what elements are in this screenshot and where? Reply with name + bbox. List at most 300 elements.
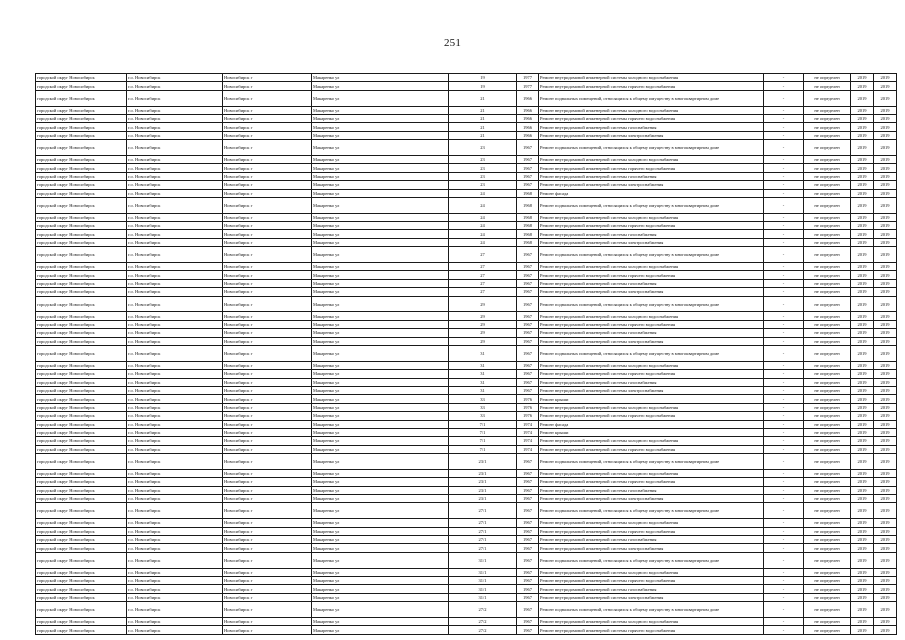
marker-cell: - bbox=[764, 189, 804, 197]
city-cell: Новосибирск г bbox=[223, 568, 312, 576]
district-cell: городской округ Новосибирск bbox=[36, 617, 127, 625]
district-cell: городской округ Новосибирск bbox=[36, 478, 127, 486]
cost-cell: не определен bbox=[804, 445, 851, 453]
table-row bbox=[36, 403, 897, 411]
year-to-cell: 2019 bbox=[874, 495, 897, 503]
marker-cell: - bbox=[764, 469, 804, 477]
year-from-cell: 2019 bbox=[851, 230, 874, 238]
city-cell: Новосибирск г bbox=[223, 576, 312, 584]
table-row bbox=[36, 361, 897, 369]
cost-cell: не определен bbox=[804, 345, 851, 361]
year-to-cell: 2019 bbox=[874, 222, 897, 230]
street-cell: Макаренко ул bbox=[312, 361, 449, 369]
work-type-cell: Ремонт внутридомовой инженерной системы холодного водоснабжения bbox=[539, 617, 764, 625]
city-cell: Новосибирск г bbox=[223, 172, 312, 180]
house-number-cell: 7/1 bbox=[449, 428, 517, 436]
work-type-cell: Ремонт внутридомовой инженерной системы электроснабжения bbox=[539, 238, 764, 246]
street-cell: Макаренко ул bbox=[312, 454, 449, 470]
year-from-cell: 2019 bbox=[851, 131, 874, 139]
cost-cell: не определен bbox=[804, 74, 851, 82]
marker-cell: - bbox=[764, 238, 804, 246]
district-cell: городской округ Новосибирск bbox=[36, 576, 127, 584]
marker-cell: - bbox=[764, 395, 804, 403]
district-cell: городской округ Новосибирск bbox=[36, 140, 127, 156]
marker-cell: - bbox=[764, 213, 804, 221]
table-row bbox=[36, 337, 897, 345]
year-to-cell: 2019 bbox=[874, 370, 897, 378]
marker-cell: - bbox=[764, 568, 804, 576]
build-year-cell: 1967 bbox=[517, 337, 539, 345]
house-number-cell: 31/1 bbox=[449, 552, 517, 568]
cost-cell: не определен bbox=[804, 568, 851, 576]
marker-cell: - bbox=[764, 329, 804, 337]
house-number-cell: 23/1 bbox=[449, 486, 517, 494]
district-cell: городской округ Новосибирск bbox=[36, 378, 127, 386]
build-year-cell: 1967 bbox=[517, 519, 539, 527]
work-type-cell: Ремонт внутридомовой инженерной системы холодного водоснабжения bbox=[539, 519, 764, 527]
settlement-cell: г.о. Новосибирск bbox=[127, 617, 223, 625]
city-cell: Новосибирск г bbox=[223, 602, 312, 618]
city-cell: Новосибирск г bbox=[223, 428, 312, 436]
district-cell: городской округ Новосибирск bbox=[36, 552, 127, 568]
table-row bbox=[36, 131, 897, 139]
year-from-cell: 2019 bbox=[851, 181, 874, 189]
year-from-cell: 2019 bbox=[851, 114, 874, 122]
city-cell: Новосибирск г bbox=[223, 155, 312, 163]
house-number-cell: 31 bbox=[449, 378, 517, 386]
house-number-cell: 27/2 bbox=[449, 602, 517, 618]
city-cell: Новосибирск г bbox=[223, 469, 312, 477]
district-cell: городской округ Новосибирск bbox=[36, 337, 127, 345]
year-from-cell: 2019 bbox=[851, 123, 874, 131]
table-row bbox=[36, 454, 897, 470]
table-row bbox=[36, 437, 897, 445]
street-cell: Макаренко ул bbox=[312, 486, 449, 494]
settlement-cell: г.о. Новосибирск bbox=[127, 420, 223, 428]
build-year-cell: 1976 bbox=[517, 395, 539, 403]
district-cell: городской округ Новосибирск bbox=[36, 288, 127, 296]
street-cell: Макаренко ул bbox=[312, 345, 449, 361]
marker-cell: - bbox=[764, 263, 804, 271]
house-number-cell: 33 bbox=[449, 403, 517, 411]
city-cell: Новосибирск г bbox=[223, 106, 312, 114]
settlement-cell: г.о. Новосибирск bbox=[127, 230, 223, 238]
street-cell: Макаренко ул bbox=[312, 164, 449, 172]
city-cell: Новосибирск г bbox=[223, 238, 312, 246]
settlement-cell: г.о. Новосибирск bbox=[127, 370, 223, 378]
settlement-cell: г.о. Новосибирск bbox=[127, 155, 223, 163]
cost-cell: не определен bbox=[804, 247, 851, 263]
settlement-cell: г.о. Новосибирск bbox=[127, 114, 223, 122]
street-cell: Макаренко ул bbox=[312, 74, 449, 82]
marker-cell: - bbox=[764, 478, 804, 486]
work-type-cell: Ремонт внутридомовой инженерной системы газоснабжения bbox=[539, 329, 764, 337]
year-from-cell: 2019 bbox=[851, 602, 874, 618]
build-year-cell: 1967 bbox=[517, 263, 539, 271]
marker-cell: - bbox=[764, 519, 804, 527]
cost-cell: не определен bbox=[804, 271, 851, 279]
settlement-cell: г.о. Новосибирск bbox=[127, 189, 223, 197]
work-type-cell: Ремонт внутридомовой инженерной системы газоснабжения bbox=[539, 230, 764, 238]
settlement-cell: г.о. Новосибирск bbox=[127, 288, 223, 296]
city-cell: Новосибирск г bbox=[223, 386, 312, 394]
year-from-cell: 2019 bbox=[851, 320, 874, 328]
work-type-cell: Ремонт подвальных помещений, относящихся к общему имуществу в многоквартирном доме bbox=[539, 602, 764, 618]
cost-cell: не определен bbox=[804, 140, 851, 156]
year-to-cell: 2019 bbox=[874, 519, 897, 527]
district-cell: городской округ Новосибирск bbox=[36, 271, 127, 279]
cost-cell: не определен bbox=[804, 495, 851, 503]
year-from-cell: 2019 bbox=[851, 454, 874, 470]
year-from-cell: 2019 bbox=[851, 378, 874, 386]
work-type-cell: Ремонт внутридомовой инженерной системы электроснабжения bbox=[539, 131, 764, 139]
settlement-cell: г.о. Новосибирск bbox=[127, 345, 223, 361]
repair-schedule-table bbox=[35, 73, 897, 635]
marker-cell: - bbox=[764, 403, 804, 411]
build-year-cell: 1967 bbox=[517, 378, 539, 386]
city-cell: Новосибирск г bbox=[223, 197, 312, 213]
house-number-cell: 23/1 bbox=[449, 454, 517, 470]
district-cell: городской округ Новосибирск bbox=[36, 527, 127, 535]
marker-cell: - bbox=[764, 155, 804, 163]
build-year-cell: 1968 bbox=[517, 189, 539, 197]
work-type-cell: Ремонт внутридомовой инженерной системы газоснабжения bbox=[539, 486, 764, 494]
city-cell: Новосибирск г bbox=[223, 552, 312, 568]
city-cell: Новосибирск г bbox=[223, 395, 312, 403]
street-cell: Макаренко ул bbox=[312, 519, 449, 527]
work-type-cell: Ремонт внутридомовой инженерной системы газоснабжения bbox=[539, 378, 764, 386]
settlement-cell: г.о. Новосибирск bbox=[127, 412, 223, 420]
table-row bbox=[36, 271, 897, 279]
table-row bbox=[36, 238, 897, 246]
marker-cell: - bbox=[764, 544, 804, 552]
work-type-cell: Ремонт внутридомовой инженерной системы горячего водоснабжения bbox=[539, 222, 764, 230]
settlement-cell: г.о. Новосибирск bbox=[127, 378, 223, 386]
settlement-cell: г.о. Новосибирск bbox=[127, 181, 223, 189]
build-year-cell: 1967 bbox=[517, 271, 539, 279]
house-number-cell: 21 bbox=[449, 123, 517, 131]
cost-cell: не определен bbox=[804, 454, 851, 470]
house-number-cell: 29 bbox=[449, 296, 517, 312]
year-to-cell: 2019 bbox=[874, 617, 897, 625]
city-cell: Новосибирск г bbox=[223, 527, 312, 535]
settlement-cell: г.о. Новосибирск bbox=[127, 263, 223, 271]
district-cell: городской округ Новосибирск bbox=[36, 536, 127, 544]
year-from-cell: 2019 bbox=[851, 437, 874, 445]
street-cell: Макаренко ул bbox=[312, 469, 449, 477]
street-cell: Макаренко ул bbox=[312, 213, 449, 221]
cost-cell: не определен bbox=[804, 486, 851, 494]
house-number-cell: 21 bbox=[449, 131, 517, 139]
marker-cell: - bbox=[764, 123, 804, 131]
settlement-cell: г.о. Новосибирск bbox=[127, 90, 223, 106]
settlement-cell: г.о. Новосибирск bbox=[127, 238, 223, 246]
table-row bbox=[36, 412, 897, 420]
house-number-cell: 29 bbox=[449, 312, 517, 320]
district-cell: городской округ Новосибирск bbox=[36, 131, 127, 139]
build-year-cell: 1974 bbox=[517, 428, 539, 436]
city-cell: Новосибирск г bbox=[223, 222, 312, 230]
year-to-cell: 2019 bbox=[874, 197, 897, 213]
build-year-cell: 1967 bbox=[517, 164, 539, 172]
cost-cell: не определен bbox=[804, 114, 851, 122]
house-number-cell: 23 bbox=[449, 172, 517, 180]
table-row bbox=[36, 189, 897, 197]
settlement-cell: г.о. Новосибирск bbox=[127, 222, 223, 230]
marker-cell: - bbox=[764, 82, 804, 90]
table-row bbox=[36, 469, 897, 477]
year-from-cell: 2019 bbox=[851, 213, 874, 221]
build-year-cell: 1976 bbox=[517, 412, 539, 420]
street-cell: Макаренко ул bbox=[312, 576, 449, 584]
table-row bbox=[36, 552, 897, 568]
house-number-cell: 23 bbox=[449, 155, 517, 163]
street-cell: Макаренко ул bbox=[312, 370, 449, 378]
street-cell: Макаренко ул bbox=[312, 155, 449, 163]
year-from-cell: 2019 bbox=[851, 478, 874, 486]
street-cell: Макаренко ул bbox=[312, 247, 449, 263]
district-cell: городской округ Новосибирск bbox=[36, 412, 127, 420]
build-year-cell: 1967 bbox=[517, 486, 539, 494]
year-to-cell: 2019 bbox=[874, 238, 897, 246]
work-type-cell: Ремонт внутридомовой инженерной системы холодного водоснабжения bbox=[539, 106, 764, 114]
street-cell: Макаренко ул bbox=[312, 131, 449, 139]
cost-cell: не определен bbox=[804, 420, 851, 428]
marker-cell: - bbox=[764, 437, 804, 445]
marker-cell: - bbox=[764, 617, 804, 625]
settlement-cell: г.о. Новосибирск bbox=[127, 626, 223, 634]
year-to-cell: 2019 bbox=[874, 469, 897, 477]
house-number-cell: 27 bbox=[449, 288, 517, 296]
year-from-cell: 2019 bbox=[851, 312, 874, 320]
work-type-cell: Ремонт внутридомовой инженерной системы горячего водоснабжения bbox=[539, 445, 764, 453]
table-row bbox=[36, 329, 897, 337]
street-cell: Макаренко ул bbox=[312, 82, 449, 90]
cost-cell: не определен bbox=[804, 106, 851, 114]
build-year-cell: 1967 bbox=[517, 527, 539, 535]
settlement-cell: г.о. Новосибирск bbox=[127, 140, 223, 156]
city-cell: Новосибирск г bbox=[223, 486, 312, 494]
settlement-cell: г.о. Новосибирск bbox=[127, 552, 223, 568]
cost-cell: не определен bbox=[804, 172, 851, 180]
year-to-cell: 2019 bbox=[874, 345, 897, 361]
city-cell: Новосибирск г bbox=[223, 90, 312, 106]
city-cell: Новосибирск г bbox=[223, 279, 312, 287]
marker-cell: - bbox=[764, 312, 804, 320]
street-cell: Макаренко ул bbox=[312, 230, 449, 238]
street-cell: Макаренко ул bbox=[312, 296, 449, 312]
year-to-cell: 2019 bbox=[874, 403, 897, 411]
work-type-cell: Ремонт внутридомовой инженерной системы холодного водоснабжения bbox=[539, 403, 764, 411]
work-type-cell: Ремонт крыши bbox=[539, 395, 764, 403]
street-cell: Макаренко ул bbox=[312, 106, 449, 114]
district-cell: городской округ Новосибирск bbox=[36, 386, 127, 394]
settlement-cell: г.о. Новосибирск bbox=[127, 296, 223, 312]
house-number-cell: 29 bbox=[449, 329, 517, 337]
build-year-cell: 1967 bbox=[517, 568, 539, 576]
district-cell: городской округ Новосибирск bbox=[36, 114, 127, 122]
district-cell: городской округ Новосибирск bbox=[36, 238, 127, 246]
street-cell: Макаренко ул bbox=[312, 478, 449, 486]
cost-cell: не определен bbox=[804, 536, 851, 544]
house-number-cell: 27 bbox=[449, 271, 517, 279]
street-cell: Макаренко ул bbox=[312, 412, 449, 420]
build-year-cell: 1967 bbox=[517, 469, 539, 477]
city-cell: Новосибирск г bbox=[223, 337, 312, 345]
work-type-cell: Ремонт внутридомовой инженерной системы электроснабжения bbox=[539, 337, 764, 345]
marker-cell: - bbox=[764, 140, 804, 156]
street-cell: Макаренко ул bbox=[312, 527, 449, 535]
cost-cell: не определен bbox=[804, 181, 851, 189]
settlement-cell: г.о. Новосибирск bbox=[127, 527, 223, 535]
settlement-cell: г.о. Новосибирск bbox=[127, 320, 223, 328]
city-cell: Новосибирск г bbox=[223, 263, 312, 271]
house-number-cell: 31 bbox=[449, 386, 517, 394]
marker-cell: - bbox=[764, 386, 804, 394]
district-cell: городской округ Новосибирск bbox=[36, 503, 127, 519]
year-from-cell: 2019 bbox=[851, 593, 874, 601]
cost-cell: не определен bbox=[804, 469, 851, 477]
settlement-cell: г.о. Новосибирск bbox=[127, 131, 223, 139]
house-number-cell: 7/1 bbox=[449, 420, 517, 428]
year-from-cell: 2019 bbox=[851, 420, 874, 428]
house-number-cell: 29 bbox=[449, 320, 517, 328]
street-cell: Макаренко ул bbox=[312, 222, 449, 230]
year-from-cell: 2019 bbox=[851, 189, 874, 197]
settlement-cell: г.о. Новосибирск bbox=[127, 585, 223, 593]
work-type-cell: Ремонт подвальных помещений, относящихся к общему имуществу в многоквартирном доме bbox=[539, 503, 764, 519]
year-to-cell: 2019 bbox=[874, 131, 897, 139]
work-type-cell: Ремонт внутридомовой инженерной системы холодного водоснабжения bbox=[539, 263, 764, 271]
cost-cell: не определен bbox=[804, 386, 851, 394]
work-type-cell: Ремонт внутридомовой инженерной системы холодного водоснабжения bbox=[539, 155, 764, 163]
year-to-cell: 2019 bbox=[874, 114, 897, 122]
cost-cell: не определен bbox=[804, 593, 851, 601]
marker-cell: - bbox=[764, 181, 804, 189]
table-row bbox=[36, 519, 897, 527]
year-to-cell: 2019 bbox=[874, 593, 897, 601]
year-to-cell: 2019 bbox=[874, 445, 897, 453]
table-row bbox=[36, 445, 897, 453]
year-from-cell: 2019 bbox=[851, 486, 874, 494]
year-to-cell: 2019 bbox=[874, 288, 897, 296]
build-year-cell: 1967 bbox=[517, 279, 539, 287]
work-type-cell: Ремонт внутридомовой инженерной системы газоснабжения bbox=[539, 536, 764, 544]
year-to-cell: 2019 bbox=[874, 536, 897, 544]
cost-cell: не определен bbox=[804, 626, 851, 634]
street-cell: Макаренко ул bbox=[312, 552, 449, 568]
marker-cell: - bbox=[764, 454, 804, 470]
city-cell: Новосибирск г bbox=[223, 478, 312, 486]
city-cell: Новосибирск г bbox=[223, 320, 312, 328]
house-number-cell: 23 bbox=[449, 181, 517, 189]
build-year-cell: 1967 bbox=[517, 536, 539, 544]
settlement-cell: г.о. Новосибирск bbox=[127, 469, 223, 477]
build-year-cell: 1968 bbox=[517, 238, 539, 246]
street-cell: Макаренко ул bbox=[312, 320, 449, 328]
street-cell: Макаренко ул bbox=[312, 140, 449, 156]
street-cell: Макаренко ул bbox=[312, 238, 449, 246]
settlement-cell: г.о. Новосибирск bbox=[127, 329, 223, 337]
table-row bbox=[36, 296, 897, 312]
district-cell: городской округ Новосибирск bbox=[36, 445, 127, 453]
build-year-cell: 1967 bbox=[517, 296, 539, 312]
year-from-cell: 2019 bbox=[851, 288, 874, 296]
work-type-cell: Ремонт внутридомовой инженерной системы холодного водоснабжения bbox=[539, 568, 764, 576]
house-number-cell: 23/1 bbox=[449, 478, 517, 486]
house-number-cell: 7/1 bbox=[449, 445, 517, 453]
year-to-cell: 2019 bbox=[874, 140, 897, 156]
district-cell: городской округ Новосибирск bbox=[36, 213, 127, 221]
marker-cell: - bbox=[764, 361, 804, 369]
city-cell: Новосибирск г bbox=[223, 345, 312, 361]
marker-cell: - bbox=[764, 378, 804, 386]
cost-cell: не определен bbox=[804, 329, 851, 337]
marker-cell: - bbox=[764, 296, 804, 312]
year-to-cell: 2019 bbox=[874, 568, 897, 576]
street-cell: Макаренко ул bbox=[312, 593, 449, 601]
year-from-cell: 2019 bbox=[851, 495, 874, 503]
cost-cell: не определен bbox=[804, 82, 851, 90]
table-row bbox=[36, 74, 897, 82]
table-row bbox=[36, 140, 897, 156]
street-cell: Макаренко ул bbox=[312, 337, 449, 345]
build-year-cell: 1967 bbox=[517, 370, 539, 378]
street-cell: Макаренко ул bbox=[312, 181, 449, 189]
table-row bbox=[36, 478, 897, 486]
city-cell: Новосибирск г bbox=[223, 247, 312, 263]
table-row bbox=[36, 222, 897, 230]
street-cell: Макаренко ул bbox=[312, 189, 449, 197]
cost-cell: не определен bbox=[804, 552, 851, 568]
table-row bbox=[36, 213, 897, 221]
district-cell: городской округ Новосибирск bbox=[36, 329, 127, 337]
house-number-cell: 27/1 bbox=[449, 536, 517, 544]
build-year-cell: 1967 bbox=[517, 593, 539, 601]
work-type-cell: Ремонт подвальных помещений, относящихся к общему имуществу в многоквартирном доме bbox=[539, 345, 764, 361]
table-row bbox=[36, 288, 897, 296]
marker-cell: - bbox=[764, 585, 804, 593]
district-cell: городской округ Новосибирск bbox=[36, 519, 127, 527]
work-type-cell: Ремонт внутридомовой инженерной системы горячего водоснабжения bbox=[539, 412, 764, 420]
work-type-cell: Ремонт внутридомовой инженерной системы газоснабжения bbox=[539, 585, 764, 593]
year-to-cell: 2019 bbox=[874, 626, 897, 634]
work-type-cell: Ремонт внутридомовой инженерной системы горячего водоснабжения bbox=[539, 370, 764, 378]
marker-cell: - bbox=[764, 445, 804, 453]
settlement-cell: г.о. Новосибирск bbox=[127, 213, 223, 221]
house-number-cell: 31/1 bbox=[449, 593, 517, 601]
city-cell: Новосибирск г bbox=[223, 123, 312, 131]
work-type-cell: Ремонт подвальных помещений, относящихся к общему имуществу в многоквартирном доме bbox=[539, 247, 764, 263]
work-type-cell: Ремонт внутридомовой инженерной системы горячего водоснабжения bbox=[539, 626, 764, 634]
district-cell: городской округ Новосибирск bbox=[36, 155, 127, 163]
table-row bbox=[36, 585, 897, 593]
work-type-cell: Ремонт внутридомовой инженерной системы холодного водоснабжения bbox=[539, 469, 764, 477]
build-year-cell: 1966 bbox=[517, 90, 539, 106]
table-row bbox=[36, 544, 897, 552]
house-number-cell: 24 bbox=[449, 238, 517, 246]
work-type-cell: Ремонт внутридомовой инженерной системы горячего водоснабжения bbox=[539, 82, 764, 90]
settlement-cell: г.о. Новосибирск bbox=[127, 106, 223, 114]
district-cell: городской округ Новосибирск bbox=[36, 296, 127, 312]
cost-cell: не определен bbox=[804, 576, 851, 584]
work-type-cell: Ремонт подвальных помещений, относящихся к общему имуществу в многоквартирном доме bbox=[539, 140, 764, 156]
house-number-cell: 31 bbox=[449, 345, 517, 361]
city-cell: Новосибирск г bbox=[223, 420, 312, 428]
street-cell: Макаренко ул bbox=[312, 420, 449, 428]
district-cell: городской округ Новосибирск bbox=[36, 164, 127, 172]
marker-cell: - bbox=[764, 247, 804, 263]
